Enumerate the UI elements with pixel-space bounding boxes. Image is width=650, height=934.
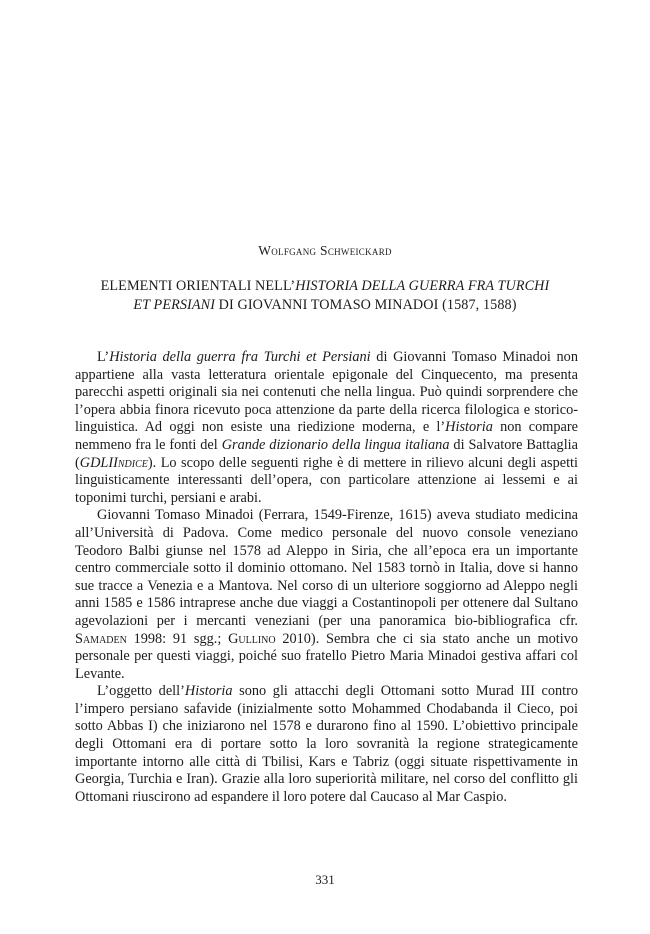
- text-run: Giovanni Tomaso Minadoi (Ferrara, 1549-Firenze, 1615) aveva studiato medicina all’Università di Padova. Come medico personale del nuovo console veneziano Teodoro Balbi giunse nel 1578 ad Aleppo in Siria, che all’epoca era un importante centro commerciale sotto il dominio ottomano. Nel 1583 tornò in Italia, dove si hanno sue tracce a Venezia e a Mantova. Nel corso di un ulteriore soggiorno ad Aleppo negli anni 1585 e 1586 intraprese anche due viaggi a Costantinopoli per ottenere dal Sultano agevolazioni per i mercanti veneziani (per una panoramica bio-bibliografica cfr.: [75, 507, 578, 629]
- text-run: 2010). Sembra che ci sia stato anche un motivo personale per questi viaggi, poiché suo fratello Pietro Maria Minadoi gestiva affari col Levante.: [75, 630, 578, 682]
- article-body: [75, 349, 578, 806]
- paragraph-1: [75, 349, 578, 507]
- text-run: ). Lo scopo delle seguenti righe è di mettere in rilievo alcuni degli aspetti linguisticamente interessanti dell’opera, con particolare attenzione ai lessemi e ai toponimi turchi, persiani e arabi.: [75, 454, 578, 506]
- text-run: L’oggetto dell’: [97, 683, 185, 700]
- title-text: ELEMENTI ORIENTALI NELL’: [100, 278, 296, 294]
- article-title: [75, 277, 575, 315]
- italic-title: Historia: [184, 683, 233, 700]
- citation-author: Samaden: [75, 630, 127, 647]
- text-run: di Salvatore Battaglia (: [75, 436, 578, 471]
- citation-abbrev: GDLIIndice: [79, 454, 148, 471]
- title-italic-text: HISTORIA DELLA GUERRA FRA TURCHI: [295, 278, 550, 294]
- paragraph-3: [75, 683, 578, 806]
- italic-title: Grande dizionario della lingua italiana: [221, 436, 450, 453]
- paragraph-2: [75, 507, 578, 683]
- text-run: di Giovanni Tomaso Minadoi non appartiene alla vasta letteratura orientale epigonale del Cinquecento, ma presenta parecchi aspetti originali sia nei contenuti che nella lingua. Può quindi sorprendere che l’opera abbia finora ricevuto poca attenzione da parte della ricerca filologica e storico-linguistica. Ad oggi non esiste una riedizione moderna, e l’: [75, 349, 578, 436]
- text-run: sono gli attacchi degli Ottomani sotto Murad III contro l’impero persiano safavide (inizialmente sotto Mohammed Chodabanda il Cieco, poi sotto Abbas I) che iniziarono nel 1578 e durarono fino al 1590. L’obiettivo principale degli Ottomani era di portare sotto la loro sovranità la regione strategicamente importante intorno alle città di Tbilisi, Kars e Tabriz (oggi situate rispettivamente in Georgia, Turchia e Iran). Grazie alla loro superiorità militare, nel corso del conflitto gli Ottomani riuscirono ad espandere il loro potere dal Caucaso al Mar Caspio.: [75, 683, 578, 805]
- text-run: non compare nemmeno fra le fonti del: [75, 419, 579, 453]
- text-run: L’: [97, 349, 110, 365]
- page-number: 331: [315, 872, 335, 887]
- text-run: 1998: 91 sgg.;: [126, 630, 229, 647]
- italic-title: Historia: [445, 419, 493, 436]
- author-name: Wolfgang Schweickard: [258, 243, 392, 258]
- title-italic-text: ET PERSIANI: [133, 297, 216, 313]
- citation-author: Gullino: [228, 630, 276, 647]
- italic-title: Historia della guerra fra Turchi et Persiani: [109, 349, 371, 365]
- title-text: DI GIOVANNI TOMASO MINADOI (1587, 1588): [215, 297, 517, 313]
